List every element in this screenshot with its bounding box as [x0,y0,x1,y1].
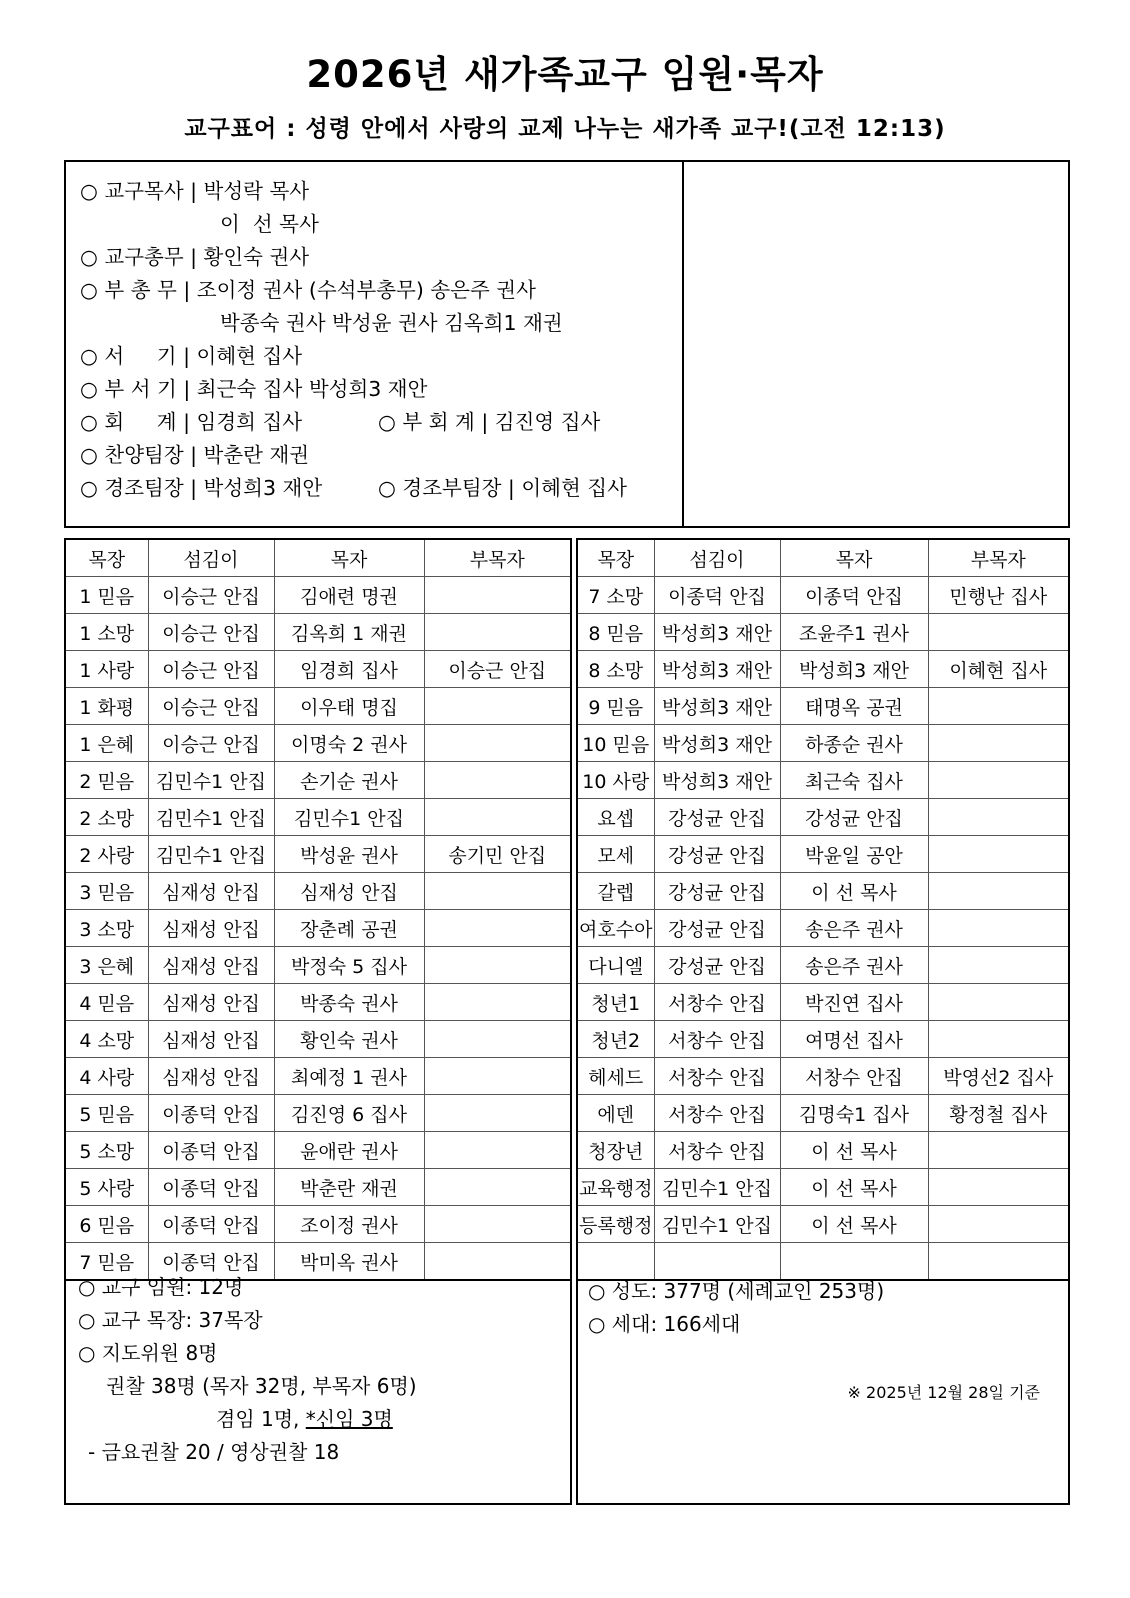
cell-sub-leader [424,1132,570,1169]
cell-group: 10 사랑 [578,762,654,799]
cell-leader: 박춘란 재권 [274,1169,424,1206]
cell-server: 이종덕 안집 [148,1206,274,1243]
cell-sub-leader [424,1206,570,1243]
cell-server: 서창수 안집 [654,1058,780,1095]
cell-sub-leader [928,873,1068,910]
cell-server: 강성균 안집 [654,947,780,984]
right-summary [578,1262,1068,1502]
table-row [578,1095,1068,1132]
summary-concurrent: 겸임 1명, *신임 3명 [216,1407,393,1431]
cell-group: 청년2 [578,1021,654,1058]
table-row [66,725,570,762]
cell-group: 교육행정 [578,1169,654,1206]
reference-date-note: ※ 2025년 12월 28일 기준 [847,1383,1040,1402]
cell-leader: 하종순 권사 [780,725,928,762]
cell-group: 에덴 [578,1095,654,1132]
officer-pastor-2: 이 선 목사 [220,212,319,236]
cell-sub-leader [928,688,1068,725]
table-row [578,799,1068,836]
cell-sub-leader [928,1206,1068,1243]
cell-leader: 태명옥 공권 [780,688,928,725]
cell-sub-leader [424,1095,570,1132]
cell-group: 7 소망 [578,577,654,614]
cell-server: 서창수 안집 [654,1021,780,1058]
cell-server: 심재성 안집 [148,984,274,1021]
cell-sub-leader [928,1021,1068,1058]
cell-leader: 손기순 권사 [274,762,424,799]
cell-server: 김민수1 안집 [148,799,274,836]
cell-leader: 이 선 목사 [780,1206,928,1243]
officer-general-secretary: ○ 교구총무 | 황인숙 권사 [80,245,310,269]
cell-leader: 이종덕 안집 [780,577,928,614]
cell-server: 이종덕 안집 [148,1169,274,1206]
cell-leader: 이 선 목사 [780,873,928,910]
cell-group: 3 믿음 [66,873,148,910]
cell-group: 10 믿음 [578,725,654,762]
header-sub-leader: 부목자 [928,540,1068,577]
cell-group: 1 은혜 [66,725,148,762]
table-row [578,1132,1068,1169]
cell-group: 갈렙 [578,873,654,910]
cell-group: 5 소망 [66,1132,148,1169]
cell-leader: 박성희3 재안 [780,651,928,688]
table-row [66,614,570,651]
cell-sub-leader: 민행난 집사 [928,577,1068,614]
summary-advisors: ○ 지도위원 8명 [78,1341,218,1365]
cell-group: 4 믿음 [66,984,148,1021]
cell-group: 2 소망 [66,799,148,836]
header-server: 섬김이 [654,540,780,577]
table-row [578,1206,1068,1243]
table-row [66,577,570,614]
header-leader: 목자 [780,540,928,577]
cell-group: 2 사랑 [66,836,148,873]
cell-sub-leader [928,984,1068,1021]
header-leader: 목자 [274,540,424,577]
table-row [66,1169,570,1206]
cell-server: 이승근 안집 [148,577,274,614]
officer-treasurer: ○ 회 계 | 임경희 집사 [80,410,303,434]
cell-sub-leader [424,947,570,984]
cell-sub-leader: 황정철 집사 [928,1095,1068,1132]
cell-sub-leader [928,1169,1068,1206]
officer-vice-treasurer: ○ 부 회 계 | 김진영 집사 [378,410,601,434]
cell-group: 모세 [578,836,654,873]
table-row [578,762,1068,799]
cell-leader: 박성윤 권사 [274,836,424,873]
cell-group: 1 사랑 [66,651,148,688]
cell-leader: 이 선 목사 [780,1132,928,1169]
cell-server: 박성희3 재안 [654,762,780,799]
cell-leader: 서창수 안집 [780,1058,928,1095]
header-server: 섬김이 [148,540,274,577]
cell-sub-leader [928,910,1068,947]
cell-server: 이승근 안집 [148,614,274,651]
cell-group: 7 믿음 [66,1243,148,1281]
cell-server: 이종덕 안집 [148,1132,274,1169]
cell-group: 1 화평 [66,688,148,725]
cell-leader: 최근숙 집사 [780,762,928,799]
cell-leader: 김민수1 안집 [274,799,424,836]
table-row [578,947,1068,984]
cell-sub-leader: 송기민 안집 [424,836,570,873]
table-row [578,1021,1068,1058]
cell-server: 이승근 안집 [148,651,274,688]
cell-sub-leader: 이혜현 집사 [928,651,1068,688]
table-row [578,910,1068,947]
summary-deacons: 권찰 38명 (목자 32명, 부목자 6명) [106,1374,417,1398]
cell-leader: 이명숙 2 권사 [274,725,424,762]
cell-leader: 박윤일 공안 [780,836,928,873]
cell-server: 김민수1 안집 [148,762,274,799]
table-row [66,873,570,910]
officers-box [64,160,1070,528]
cell-leader: 심재성 안집 [274,873,424,910]
cell-group: 1 믿음 [66,577,148,614]
right-table [578,540,1068,1281]
page-title: 2026년 새가족교구 임원·목자 [306,53,824,96]
cell-sub-leader [928,1132,1068,1169]
cell-sub-leader [424,1058,570,1095]
summary-groups: ○ 교구 목장: 37목장 [78,1308,263,1332]
right-table-body [578,577,1068,1281]
table-row [578,688,1068,725]
table-row [66,836,570,873]
cell-sub-leader [424,725,570,762]
cell-sub-leader: 이승근 안집 [424,651,570,688]
cell-sub-leader [928,947,1068,984]
header-sub-leader: 부목자 [424,540,570,577]
officer-condolence-vice-leader: ○ 경조부팀장 | 이혜현 집사 [378,476,627,500]
cell-sub-leader [424,762,570,799]
summary-friday-video: - 금요권찰 20 / 영상권찰 18 [88,1440,340,1464]
cell-sub-leader [928,614,1068,651]
cell-group: 1 소망 [66,614,148,651]
cell-sub-leader [928,725,1068,762]
cell-server: 심재성 안집 [148,873,274,910]
cell-group: 여호수아 [578,910,654,947]
cell-leader: 송은주 권사 [780,910,928,947]
cell-group: 9 믿음 [578,688,654,725]
cell-leader: 최예정 1 권사 [274,1058,424,1095]
cell-server: 김민수1 안집 [654,1169,780,1206]
cell-group: 5 사랑 [66,1169,148,1206]
table-row [66,688,570,725]
officer-pastor: ○ 교구목사 | 박성락 목사 [80,179,310,203]
summary-officers: ○ 교구 임원: 12명 [78,1275,244,1299]
cell-sub-leader: 박영선2 집사 [928,1058,1068,1095]
table-row [66,1095,570,1132]
table-row [578,984,1068,1021]
cell-server: 박성희3 재안 [654,725,780,762]
cell-group: 3 소망 [66,910,148,947]
cell-sub-leader [424,873,570,910]
cell-server: 서창수 안집 [654,1132,780,1169]
cell-group: 청년1 [578,984,654,1021]
cell-group: 5 믿음 [66,1095,148,1132]
cell-server: 박성희3 재안 [654,651,780,688]
table-row [66,799,570,836]
cell-server: 이종덕 안집 [654,577,780,614]
cell-server: 이종덕 안집 [148,1095,274,1132]
left-table [66,540,570,1281]
officers-panel [66,162,684,526]
cell-leader: 강성균 안집 [780,799,928,836]
cell-group: 8 소망 [578,651,654,688]
table-row [66,1206,570,1243]
cell-group: 헤세드 [578,1058,654,1095]
cell-leader: 여명선 집사 [780,1021,928,1058]
cell-sub-leader [928,836,1068,873]
cell-leader: 조이정 권사 [274,1206,424,1243]
cell-sub-leader [424,688,570,725]
cell-leader: 황인숙 권사 [274,1021,424,1058]
table-row [578,1058,1068,1095]
table-row [66,1132,570,1169]
cell-group: 청장년 [578,1132,654,1169]
cell-leader: 조윤주1 권사 [780,614,928,651]
table-header-row [66,540,570,577]
table-row [66,651,570,688]
cell-leader: 김명숙1 집사 [780,1095,928,1132]
cell-leader: 박미옥 권사 [274,1243,424,1281]
cell-leader: 장춘례 공권 [274,910,424,947]
cell-server: 이종덕 안집 [148,1243,274,1281]
cell-leader: 송은주 권사 [780,947,928,984]
cell-leader: 박정숙 5 집사 [274,947,424,984]
officer-clerk: ○ 서 기 | 이혜현 집사 [80,344,303,368]
table-row [66,1058,570,1095]
table-header-row [578,540,1068,577]
cell-server: 서창수 안집 [654,1095,780,1132]
cell-server: 김민수1 안집 [654,1206,780,1243]
cell-sub-leader [424,910,570,947]
cell-server: 강성균 안집 [654,873,780,910]
cell-server: 강성균 안집 [654,910,780,947]
officer-vice-clerk: ○ 부 서 기 | 최근숙 집사 박성희3 재안 [80,377,428,401]
table-row [578,725,1068,762]
cell-group: 4 소망 [66,1021,148,1058]
cell-server: 강성균 안집 [654,799,780,836]
cell-server: 심재성 안집 [148,1021,274,1058]
cell-leader: 김진영 6 집사 [274,1095,424,1132]
cell-sub-leader [424,984,570,1021]
cell-sub-leader [928,799,1068,836]
right-table-box [576,538,1070,1505]
officer-condolence-leader: ○ 경조팀장 | 박성희3 재안 [80,476,323,500]
cell-server: 이승근 안집 [148,725,274,762]
cell-sub-leader [424,577,570,614]
cell-server: 박성희3 재안 [654,688,780,725]
table-row [578,614,1068,651]
cell-leader: 이우태 명집 [274,688,424,725]
cell-leader: 박종숙 권사 [274,984,424,1021]
table-row [66,1021,570,1058]
cell-server: 서창수 안집 [654,984,780,1021]
left-table-body [66,577,570,1281]
table-row [578,873,1068,910]
officer-worship-leader: ○ 찬양팀장 | 박춘란 재권 [80,443,310,467]
cell-group: 6 믿음 [66,1206,148,1243]
summary-new: *신임 3명 [305,1407,393,1431]
cell-leader: 윤애란 권사 [274,1132,424,1169]
cell-sub-leader [928,762,1068,799]
cell-server: 박성희3 재안 [654,614,780,651]
cell-server: 김민수1 안집 [148,836,274,873]
cell-group: 다니엘 [578,947,654,984]
cell-group: 3 은혜 [66,947,148,984]
cell-sub-leader [424,1169,570,1206]
cell-leader: 김옥희 1 재권 [274,614,424,651]
table-row [66,910,570,947]
officer-vice-secretary-2: 박종숙 권사 박성윤 권사 김옥희1 재권 [220,311,563,335]
table-row [578,577,1068,614]
cell-sub-leader [424,614,570,651]
cell-sub-leader [424,1021,570,1058]
cell-group: 요셉 [578,799,654,836]
cell-group: 8 믿음 [578,614,654,651]
cell-server: 심재성 안집 [148,1058,274,1095]
summary-households: ○ 세대: 166세대 [588,1312,741,1336]
cell-server: 심재성 안집 [148,910,274,947]
table-row [66,762,570,799]
cell-group: 2 믿음 [66,762,148,799]
cell-leader: 임경희 집사 [274,651,424,688]
header-group: 목장 [578,540,654,577]
cell-server: 이승근 안집 [148,688,274,725]
officer-vice-secretary: ○ 부 총 무 | 조이정 권사 (수석부총무) 송은주 권사 [80,278,536,302]
summary-members: ○ 성도: 377명 (세례교인 253명) [588,1279,885,1303]
cell-leader: 김애련 명권 [274,577,424,614]
table-row [578,1169,1068,1206]
cell-group: 4 사랑 [66,1058,148,1095]
cell-sub-leader [424,799,570,836]
header-group: 목장 [66,540,148,577]
table-row [66,984,570,1021]
table-row [578,651,1068,688]
left-table-box [64,538,572,1505]
cell-leader: 박진연 집사 [780,984,928,1021]
left-summary [66,1262,570,1502]
cell-group: 등록행정 [578,1206,654,1243]
cell-server: 심재성 안집 [148,947,274,984]
cell-leader: 이 선 목사 [780,1169,928,1206]
table-row [578,836,1068,873]
parish-motto: 교구표어 : 성령 안에서 사랑의 교제 나누는 새가족 교구!(고전 12:13) [184,116,946,142]
table-row [66,947,570,984]
cell-server: 강성균 안집 [654,836,780,873]
